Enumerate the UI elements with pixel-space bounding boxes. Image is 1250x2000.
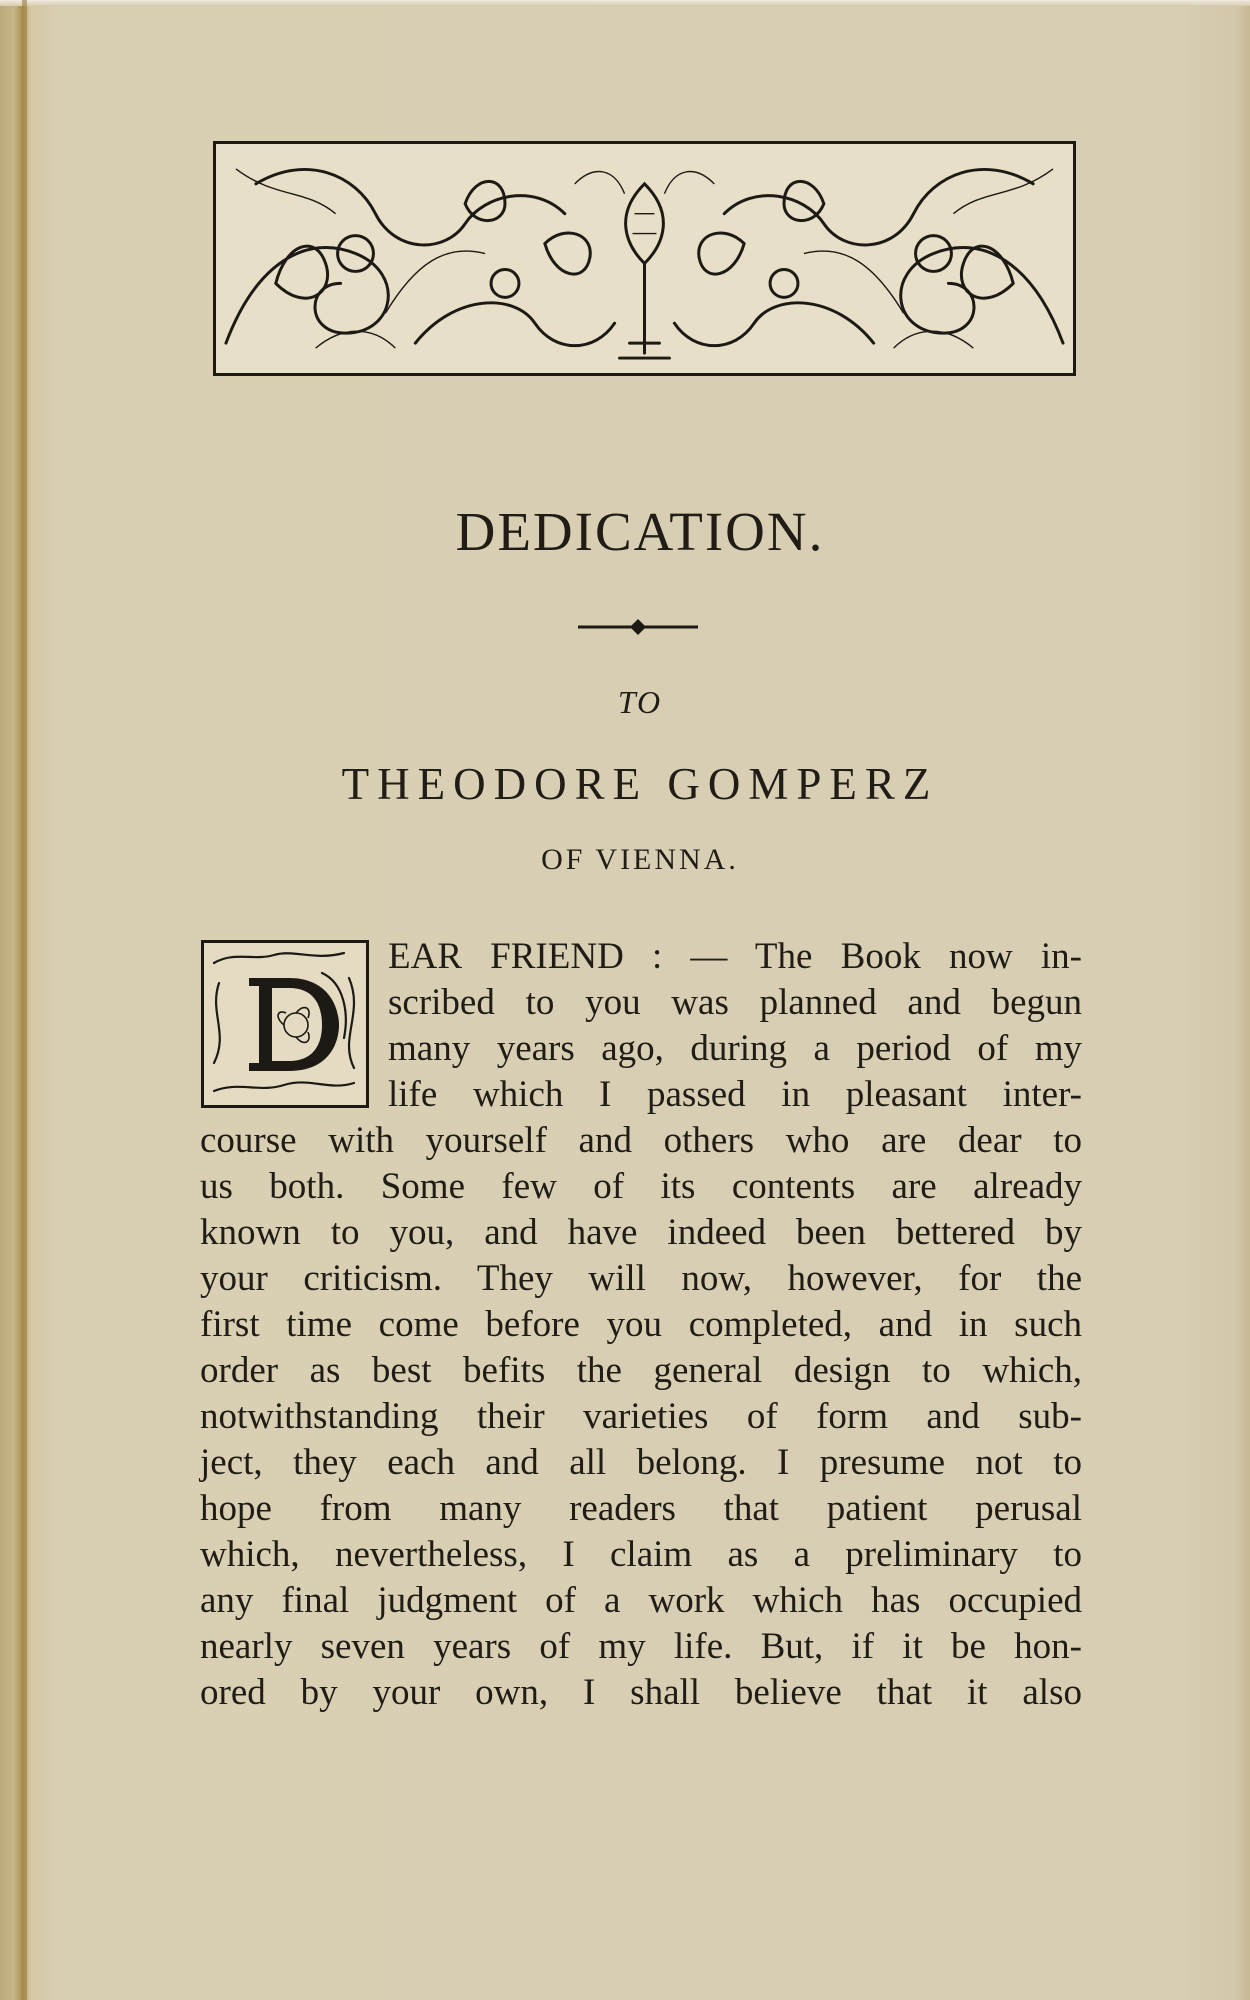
- text-line: us both. Some few of its contents are already: [200, 1166, 1082, 1207]
- text-line: notwithstanding their varieties of form and sub-: [200, 1396, 1082, 1437]
- text-line: any final judgment of a work which has occupied: [200, 1580, 1082, 1621]
- foliate-headpiece-ornament: [213, 141, 1076, 376]
- diamond-rule-ornament: [573, 612, 703, 642]
- dedication-to: TO: [617, 684, 663, 720]
- dedicatee-place: OF VIENNA.: [541, 843, 739, 876]
- text-line: many years ago, during a period of my: [388, 1028, 1082, 1069]
- text-line: EAR FRIEND : — The Book now in-: [388, 936, 1082, 977]
- text-line: nearly seven years of my life. But, if it be hon-: [200, 1626, 1082, 1667]
- dedicatee-name: THEODORE GOMPERZ: [341, 759, 939, 809]
- text-line: scribed to you was planned and begun: [388, 982, 1082, 1023]
- text-line: ored by your own, I shall believe that it also: [200, 1672, 1082, 1713]
- page-title: DEDICATION.: [455, 501, 825, 562]
- text-line: order as best befits the general design to which,: [200, 1350, 1082, 1391]
- text-line: hope from many readers that patient perusal: [200, 1488, 1082, 1529]
- text-line: your criticism. They will now, however, for the: [200, 1258, 1082, 1299]
- text-line: ject, they each and all belong. I presume not to: [200, 1442, 1082, 1483]
- text-line: which, nevertheless, I claim as a preliminary to: [200, 1534, 1082, 1575]
- text-line: known to you, and have indeed been bettered by: [200, 1212, 1082, 1253]
- text-line: first time come before you completed, and in such: [200, 1304, 1082, 1345]
- text-line: life which I passed in pleasant inter-: [388, 1074, 1082, 1115]
- page-top-edge: [0, 0, 1250, 6]
- text-line: course with yourself and others who are dear to: [200, 1120, 1082, 1161]
- page-spine-edge: [22, 0, 27, 2000]
- drop-cap-d-ornament: [201, 940, 369, 1108]
